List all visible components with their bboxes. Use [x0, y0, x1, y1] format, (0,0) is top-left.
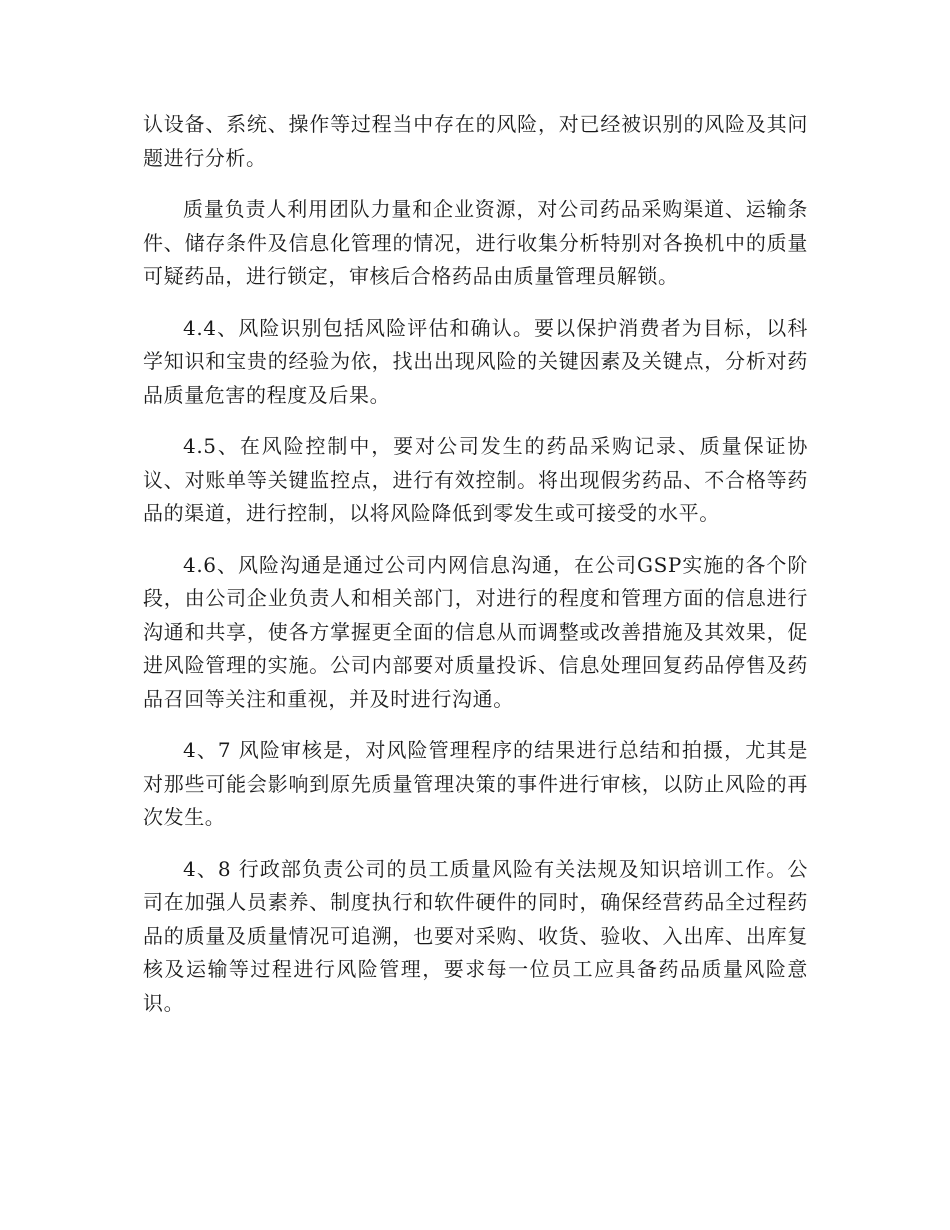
paragraph-4-7: 4、7 风险审核是，对风险管理程序的结果进行总结和拍摄，尤其是对那些可能会影响到原先质量管理决策的事件进行审核，以防止风险的再次发生。	[143, 738, 808, 829]
document-body	[143, 108, 808, 1038]
paragraph-4-6: 4.6、风险沟通是通过公司内网信息沟通，在公司GSP实施的各个阶段，由公司企业负责人和相关部门，对进行的程度和管理方面的信息进行沟通和共享，使各方掌握更全面的信息从而调整或改善措施及其效果，促进风险管理的实施。公司内部要对质量投诉、信息处理回复药品停售及药品召回等关注和重视，并及时进行沟通。	[143, 552, 808, 711]
paragraph-4-8: 4、8 行政部负责公司的员工质量风险有关法规及知识培训工作。公司在加强人员素养、制度执行和软件硬件的同时，确保经营药品全过程药品的质量及质量情况可追溯，也要对采购、收货、验收、入出库、出库复核及运输等过程进行风险管理，要求每一位员工应具备药品质量风险意识。	[143, 856, 808, 1015]
paragraph-4-5: 4.5、在风险控制中，要对公司发生的药品采购记录、质量保证协议、对账单等关键监控点，进行有效控制。将出现假劣药品、不合格等药品的渠道，进行控制，以将风险降低到零发生或可接受的水平。	[143, 434, 808, 525]
paragraph-4-4: 4.4、风险识别包括风险评估和确认。要以保护消费者为目标，以科学知识和宝贵的经验为依，找出出现风险的关键因素及关键点，分析对药品质量危害的程度及后果。	[143, 315, 808, 407]
paragraph-quality-lead: 质量负责人利用团队力量和企业资源，对公司药品采购渠道、运输条件、储存条件及信息化管理的情况，进行收集分析特别对各换机中的质量可疑药品，进行锁定，审核后合格药品由质量管理员解锁。	[143, 197, 808, 288]
paragraph-risk-analysis: 认设备、系统、操作等过程当中存在的风险，对已经被识别的风险及其问题进行分析。	[143, 112, 808, 170]
